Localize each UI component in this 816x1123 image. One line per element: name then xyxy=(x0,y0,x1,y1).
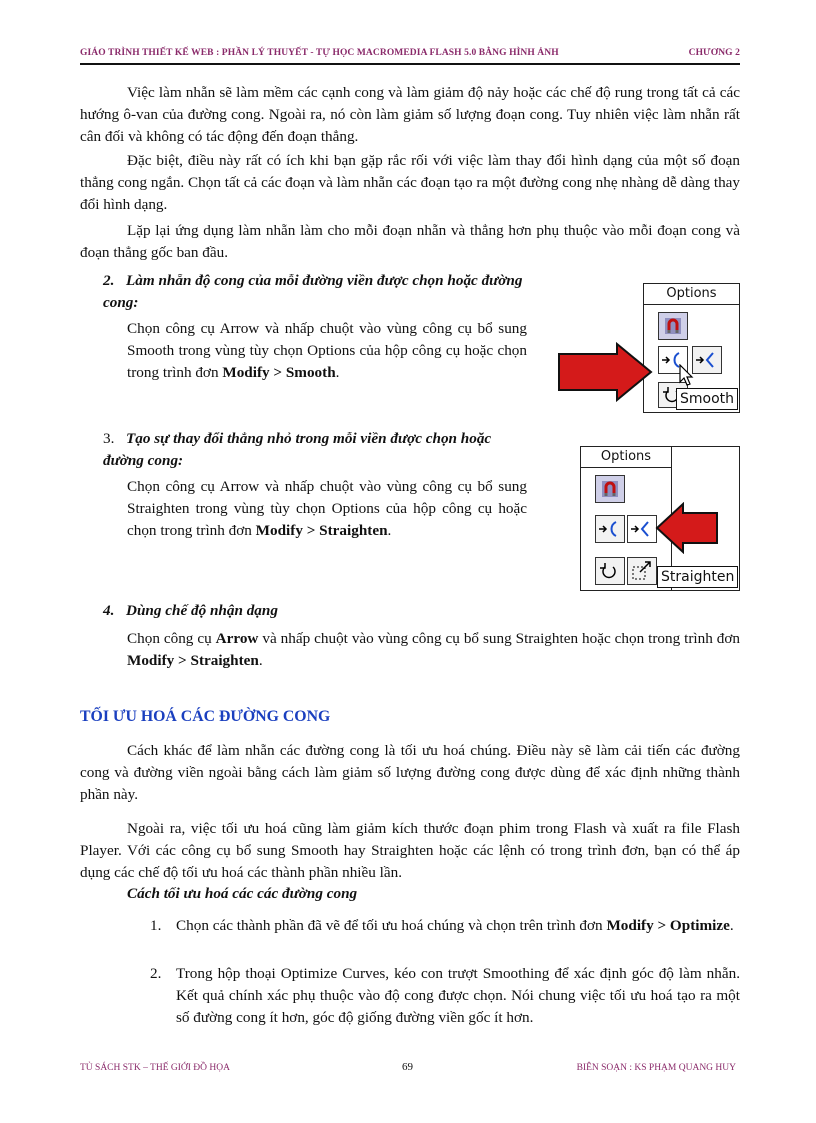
straighten-tooltip: Straighten xyxy=(657,566,738,588)
item-4-number: 4. xyxy=(103,602,115,619)
item-4-arrow-bold: Arrow xyxy=(215,630,259,647)
item-3-body xyxy=(127,476,527,542)
paragraph-2: Đặc biệt, điều này rất có ích khi bạn gặp rắc rối với việc làm thay đổi hình dạng của một số đoạn thẳng cong ngắn. Chọn tất cả các đoạn và làm nhẵn các đoạn tạo ra một đường cong nhẹ nhàng dễ dàng thay đổi hình dạng. xyxy=(80,152,740,213)
section-paragraph-2: Ngoài ra, việc tối ưu hoá cũng làm giảm kích thước đoạn phim trong Flash và xuất ra file Flash Player. Với các công cụ bổ sung Smooth hay Straighten hoặc các lệnh có trong trình đơn, bạn có thể áp dụng các chế độ tối ưu hoá các thành phần nhiều lần. xyxy=(80,820,740,881)
item-3-tail: . xyxy=(387,522,392,539)
straighten-button[interactable] xyxy=(627,515,657,543)
section-title: TỐI ƯU HOÁ CÁC ĐƯỜNG CONG xyxy=(80,708,331,725)
header-rule xyxy=(80,63,740,65)
item-2-title xyxy=(103,270,533,314)
item-4-title-text: Dùng chế độ nhận dạng xyxy=(126,602,278,619)
smooth-button[interactable] xyxy=(595,515,625,543)
item-3-text: Chọn công cụ Arrow và nhấp chuột vào vùng công cụ bổ sung Straighten trong vùng tùy chọn Options của hộp công cụ hoặc chọn trong trình đơn xyxy=(127,478,527,539)
item-3-number: 3. xyxy=(103,430,115,447)
rotate-button[interactable] xyxy=(595,557,625,585)
item-4-tail: . xyxy=(258,652,263,669)
section-subtitle: Cách tối ưu hoá các các đường cong xyxy=(127,885,358,902)
step-1-tail: . xyxy=(729,917,734,934)
footer-right: BIÊN SOẠN : KS PHẠM QUANG HUY xyxy=(576,1063,736,1073)
paragraph-1: Việc làm nhẵn sẽ làm mềm các cạnh cong và làm giảm độ nảy hoặc các chế độ rung trong tất cả các hướng ô-van của đường cong. Ngoài ra, nó còn làm giảm số lượng đoạn cong. Tuy nhiên việc làm nhẵn rất cân đối và không có tác động đến đoạn thẳng. xyxy=(80,84,740,145)
paragraph-3: Lặp lại ứng dụng làm nhẵn làm cho mỗi đoạn nhẵn và thẳng hơn phụ thuộc vào mỗi đoạn cong và đoạn thẳng gốc ban đầu. xyxy=(80,222,740,261)
magnet-snap-button[interactable] xyxy=(658,312,688,340)
page-number: 69 xyxy=(402,1061,413,1073)
magnet-icon xyxy=(596,476,624,502)
step-1-body xyxy=(150,915,740,937)
item-2-menu-path: Modify > Smooth xyxy=(222,364,336,381)
options-panel-title: Options xyxy=(581,447,671,468)
item-3-title-text: Tạo sự thay đổi thẳng nhỏ trong mỗi viền được chọn hoặc đường cong: xyxy=(103,430,492,469)
step-1-number: 1. xyxy=(150,917,162,934)
step-2-text: Trong hộp thoại Optimize Curves, kéo con trượt Smoothing để xác định góc độ làm nhẵn. Kết quả chính xác phụ thuộc vào độ cong được chọn. Nói chung việc tối ưu hoá tạo ra một số đường cong ít hơn, góc độ giống đường viền gốc ít hơn. xyxy=(176,965,740,1026)
straighten-curve-icon xyxy=(628,516,656,542)
item-4-menu-path: Modify > Straighten xyxy=(127,652,259,669)
straighten-button[interactable] xyxy=(692,346,722,374)
scale-button[interactable] xyxy=(627,557,657,585)
scale-icon xyxy=(628,558,656,584)
mouse-cursor-icon xyxy=(678,364,696,388)
smooth-tooltip: Smooth xyxy=(676,388,738,410)
item-2-number: 2. xyxy=(103,272,115,289)
item-2-body xyxy=(127,318,527,384)
step-2-number: 2. xyxy=(150,965,162,982)
header-chapter: CHƯƠNG 2 xyxy=(688,48,740,58)
footer-left: TỦ SÁCH STK – THẾ GIỚI ĐỒ HỌA xyxy=(80,1063,230,1073)
item-4-text-a: Chọn công cụ xyxy=(127,630,216,647)
magnet-snap-button[interactable] xyxy=(595,475,625,503)
header-title: GIÁO TRÌNH THIẾT KẾ WEB : PHẦN LÝ THUYẾT - TỰ HỌC MACROMEDIA FLASH 5.0 BẰNG HÌNH ẢNH xyxy=(80,48,559,58)
item-4-body xyxy=(127,628,740,672)
step-1-text: Chọn các thành phần đã vẽ để tối ưu hoá chúng và chọn trên trình đơn xyxy=(176,917,607,934)
step-1-menu-path: Modify > Optimize xyxy=(606,917,730,934)
step-2 xyxy=(150,963,740,1029)
straighten-curve-icon xyxy=(693,347,721,373)
smooth-curve-icon xyxy=(596,516,624,542)
item-4-text-b: và nhấp chuột vào vùng công cụ bổ sung Straighten hoặc chọn trong trình đơn xyxy=(258,630,740,647)
item-2-tail: . xyxy=(335,364,340,381)
options-panel-title: Options xyxy=(644,284,739,305)
item-3-menu-path: Modify > Straighten xyxy=(255,522,388,539)
item-3-title xyxy=(103,428,533,472)
section-paragraph-1: Cách khác để làm nhẵn các đường cong là tối ưu hoá chúng. Điều này sẽ làm cải tiến các đường cong và đường viền ngoài bằng cách làm giảm số lượng đường cong được dùng để xác định những thành phần này. xyxy=(80,742,740,803)
red-arrow-smooth-icon xyxy=(555,342,655,402)
item-2-title-text: Làm nhẵn độ cong của mỗi đường viền được chọn hoặc đường cong: xyxy=(103,272,523,311)
item-2-text: Chọn công cụ Arrow và nhấp chuột vào vùng công cụ bổ sung Smooth trong vùng tùy chọn Options của hộp công cụ hoặc chọn trong trình đơn xyxy=(127,320,527,381)
step-1 xyxy=(150,915,740,937)
rotate-icon xyxy=(596,558,624,584)
item-4-title xyxy=(103,600,533,622)
magnet-icon xyxy=(659,313,687,339)
red-arrow-straighten-icon xyxy=(655,502,719,554)
